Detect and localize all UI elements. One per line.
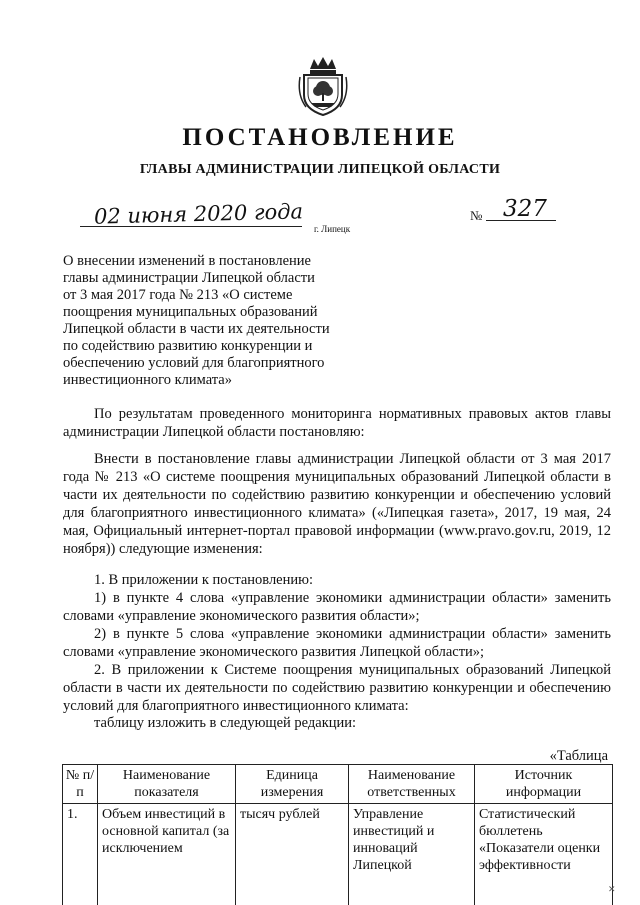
city-label: г. Липецк	[314, 224, 351, 234]
subject-line: Липецкой области в части их деятельности	[63, 321, 330, 337]
table-header-cell: № п/п	[63, 765, 98, 804]
main-paragraph: Внести в постановление главы администрации Липецкой области от 3 мая 2017 года № 213 «О системе поощрения муниципальных образований Липецкой области в части их деятельности по содействию развитию конкуренции и обеспечению условий для благоприятного инвестиционного климата» («Липецкая газета», 2017, 19 мая, 24 мая, Официальный интернет-портал правовой информации (www.pravo.gov.ru, 2019, 12 ноября)) следующие изменения:	[63, 451, 611, 557]
item-1-2: 2) в пункте 5 слова «управление экономики администрации области» заменить словами «управление экономического развития Липецкой области»;	[63, 626, 611, 660]
item-2: 2. В приложении к Системе поощрения муниципальных образований Липецкой области в части их деятельности по содействию развитию конкуренции и обеспечению условий для благоприятного инвестиционного климата:	[63, 662, 611, 714]
table-header-cell: Наименование показателя	[98, 765, 236, 804]
date-underline	[80, 226, 302, 227]
item-1-1: 1) в пункте 4 слова «управление экономики администрации области» заменить словами «управление экономического развития области»;	[63, 590, 611, 624]
subject-line: инвестиционного климата»	[63, 372, 232, 388]
table-cell: 1.	[63, 804, 98, 905]
document-title: ПОСТАНОВЛЕНИЕ	[182, 124, 458, 151]
table-row	[63, 804, 613, 905]
handwritten-date: 02 июня 2020 года	[93, 199, 304, 229]
scan-corner-mark: ✕	[608, 884, 616, 894]
number-underline	[486, 220, 556, 221]
preamble-paragraph: По результатам проведенного мониторинга нормативных правовых актов главы администрации Липецкой области постановляю:	[63, 406, 611, 440]
table-caption: «Таблица	[549, 748, 608, 764]
number-label: №	[470, 208, 483, 223]
subject-line: по содействию развитию конкуренции и	[63, 338, 313, 354]
handwritten-number: 327	[503, 196, 547, 222]
table-header-cell: Единица измерения	[236, 765, 349, 804]
subject-line: обеспечению условий для благоприятного	[63, 355, 325, 371]
item-2-text: таблицу изложить в следующей редакции:	[94, 715, 357, 731]
document-subject	[63, 253, 383, 389]
subject-line: поощрения муниципальных образований	[63, 304, 318, 320]
indicators-table	[62, 764, 613, 905]
table-cell: Управление инвестиций и инноваций Липецкой	[349, 804, 475, 905]
table-header-cell: Источник информации	[475, 765, 613, 804]
document-subtitle: ГЛАВЫ АДМИНИСТРАЦИИ ЛИПЕЦКОЙ ОБЛАСТИ	[139, 162, 501, 177]
subject-line: от 3 мая 2017 года № 213 «О системе	[63, 287, 293, 303]
table-cell: Статистический бюллетень «Показатели оценки эффективности	[475, 804, 613, 905]
table-header-cell: Наименование ответственных	[349, 765, 475, 804]
table-header-row	[63, 765, 613, 804]
lipetsk-coat-of-arms-icon	[298, 55, 348, 117]
subject-line: главы администрации Липецкой области	[63, 270, 315, 286]
table-cell: Объем инвестиций в основной капитал (за исключением	[98, 804, 236, 905]
subject-line: О внесении изменений в постановление	[63, 253, 311, 269]
item-1: 1. В приложении к постановлению:	[94, 572, 314, 588]
table-cell: тысяч рублей	[236, 804, 349, 905]
